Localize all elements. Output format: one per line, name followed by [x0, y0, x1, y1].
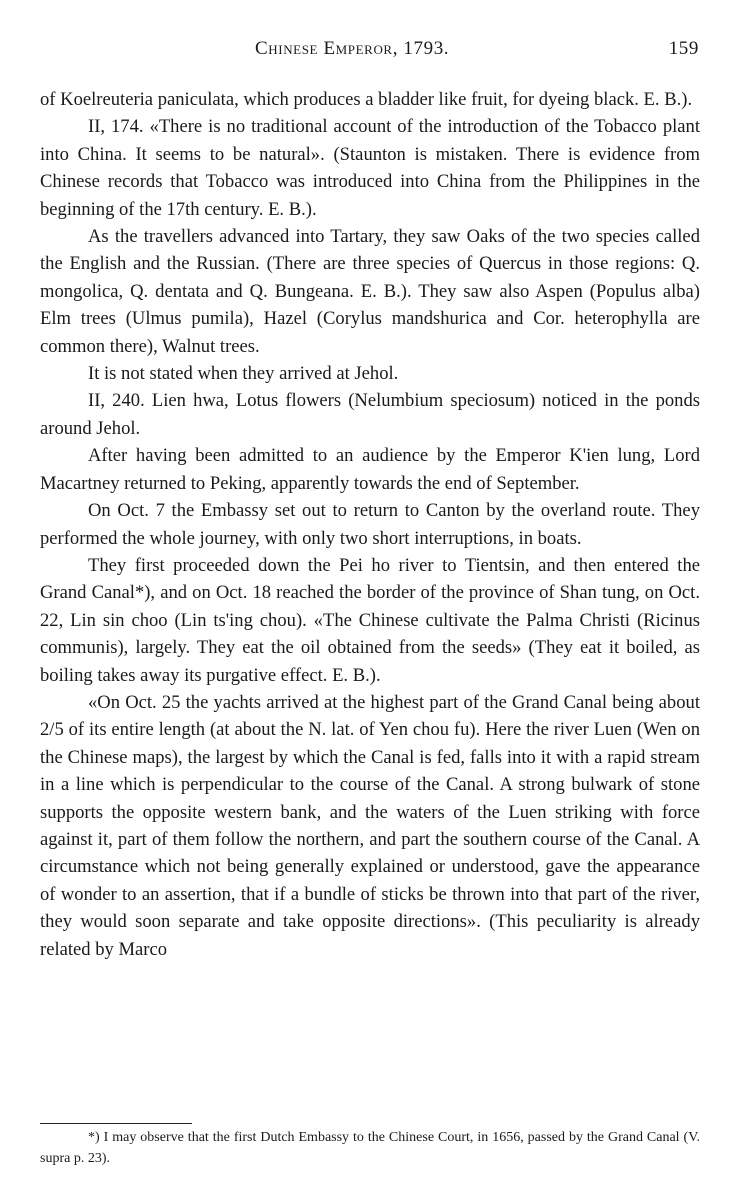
running-header	[255, 38, 699, 60]
paragraph-6: After having been admitted to an audience by the Emperor K'ien lung, Lord Macartney returned to Peking, apparently towards the end of September.	[40, 445, 700, 494]
body-text	[40, 86, 700, 963]
paragraph-5: II, 240. Lien hwa, Lotus flowers (Nelumbium speciosum) noticed in the ponds around Jehol.	[40, 390, 700, 439]
paragraph-8: They first proceeded down the Pei ho river to Tientsin, and then entered the Grand Canal*), and on Oct. 18 reached the border of the province of Shan tung, on Oct. 22, Lin sin choo (Lin ts'ing chou). «The Chinese cultivate the Palma Christi (Ricinus communis), largely. They eat the oil obtained from the seeds» (They eat it boiled, as boiling takes away its purgative effect. E. B.).	[40, 554, 700, 686]
paragraph-7: On Oct. 7 the Embassy set out to return to Canton by the overland route. They performed the whole journey, with only two short interruptions, in boats.	[40, 500, 700, 549]
paragraph-2: II, 174. «There is no traditional account of the introduction of the Tobacco plant into China. It seems to be natural». (Staunton is mistaken. There is evidence from Chinese records that Tobacco was introduced into China from the Philippines in the beginning of the 17th century. E. B.).	[40, 116, 700, 220]
footnote-text: *) I may observe that the first Dutch Embassy to the Chinese Court, in 1656, passed by the Grand Canal (V. supra p. 23).	[40, 1130, 700, 1166]
paragraph-9: «On Oct. 25 the yachts arrived at the highest part of the Grand Canal being about 2/5 of its entire length (at about the N. lat. of Yen chou fu). Here the river Luen (Wen on the Chinese maps), the largest by which the Canal is fed, falls into it with a rapid stream in a line which is perpendicular to the course of the Canal. A strong bulwark of stone supports the opposite western bank, and the waters of the Luen striking with force against it, part of them follow the northern, and part the southern course of the Canal. A circumstance which not being generally explained or understood, gave the appearance of wonder to an assertion, that if a bundle of sticks be thrown into that part of the river, they would soon separate and take opposite directions». (This peculiarity is already related by Marco	[40, 691, 700, 960]
footnote-rule	[40, 1123, 192, 1124]
running-title: Chinese Emperor, 1793.	[255, 38, 450, 59]
paragraph-3: As the travellers advanced into Tartary, they saw Oaks of the two species called the English and the Russian. (There are three species of Quercus in those regions: Q. mongolica, Q. dentata and Q. Bungeana. E. B.). They saw also Aspen (Populus alba) Elm trees (Ulmus pumila), Hazel (Corylus mandshurica and Cor. heterophylla are common there), Walnut trees.	[40, 226, 700, 357]
page-number: 159	[668, 38, 699, 59]
paragraph-4: It is not stated when they arrived at Jehol.	[88, 363, 399, 385]
footnote	[40, 1127, 700, 1169]
paragraph-1: of Koelreuteria paniculata, which produces a bladder like fruit, for dyeing black. E. B.).	[40, 89, 693, 110]
